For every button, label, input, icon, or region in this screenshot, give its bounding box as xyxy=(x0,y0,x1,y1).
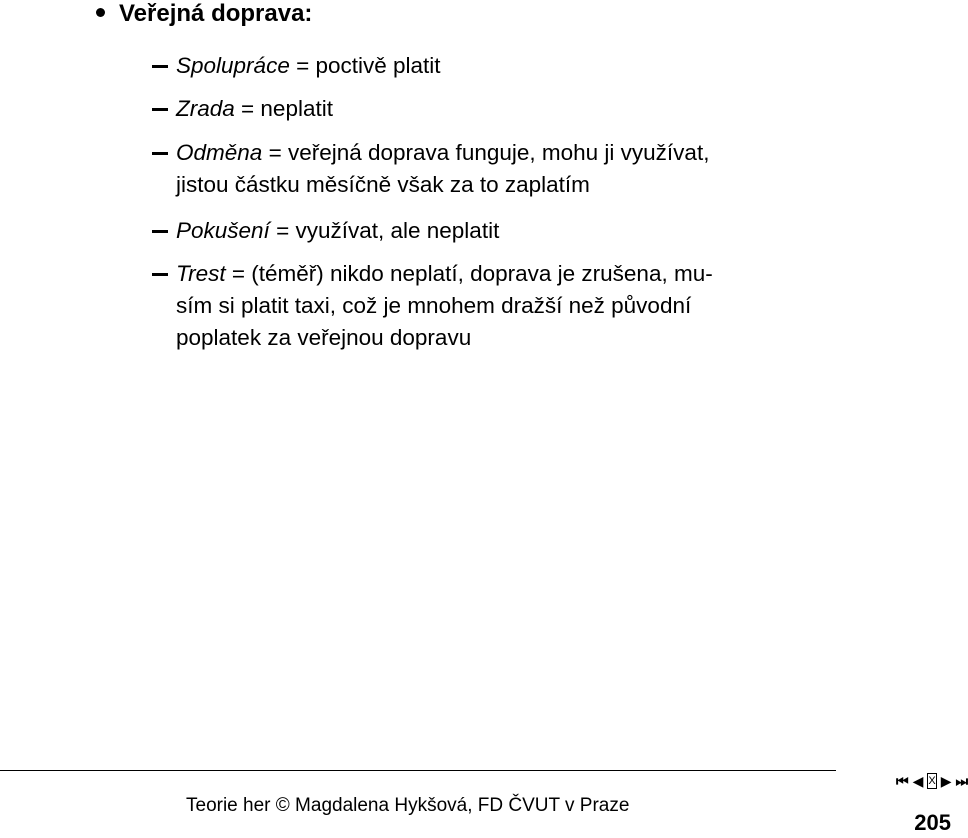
dash-icon xyxy=(152,108,168,111)
item-text-line2: jistou částku měsíčně však za to zaplatím xyxy=(176,172,590,197)
dash-icon xyxy=(152,273,168,276)
item-text-line2: sím si platit taxi, což je mnohem dražší než původní xyxy=(176,293,692,318)
list-item xyxy=(176,258,713,354)
item-text-line3: poplatek za veřejnou dopravu xyxy=(176,325,472,350)
last-page-icon[interactable]: ⏭ xyxy=(955,773,968,789)
item-term: Spolupráce xyxy=(176,53,290,78)
page-number: 205 xyxy=(914,810,951,835)
close-icon[interactable]: X xyxy=(928,775,936,787)
list-item xyxy=(176,50,441,82)
item-term: Zrada xyxy=(176,96,235,121)
footer-divider xyxy=(0,770,836,771)
previous-page-icon[interactable]: ◀ xyxy=(912,773,924,789)
item-text: = veřejná doprava funguje, mohu ji využívat, xyxy=(262,140,710,165)
slide-heading xyxy=(96,0,312,30)
item-term: Pokušení xyxy=(176,218,270,243)
bullet-icon xyxy=(96,8,105,17)
list-item xyxy=(176,93,333,125)
footer-credit: Teorie her © Magdalena Hykšová, FD ČVUT v Praze xyxy=(186,795,630,816)
list-item xyxy=(176,137,709,201)
first-page-icon[interactable]: ⏮ xyxy=(896,773,909,789)
dash-icon xyxy=(152,65,168,68)
heading-text: Veřejná doprava: xyxy=(119,0,313,27)
dash-icon xyxy=(152,152,168,155)
list-item xyxy=(176,215,499,247)
item-text: = poctivě platit xyxy=(289,53,441,78)
dash-icon xyxy=(152,230,168,233)
next-page-icon[interactable]: ▶ xyxy=(940,773,952,789)
item-term: Trest xyxy=(176,261,226,286)
slide-navigation xyxy=(896,771,968,791)
item-text: = neplatit xyxy=(234,96,333,121)
item-term: Odměna xyxy=(176,140,263,165)
item-text: = využívat, ale neplatit xyxy=(269,218,500,243)
item-text: = (téměř) nikdo neplatí, doprava je zrušena, mu- xyxy=(225,261,713,286)
